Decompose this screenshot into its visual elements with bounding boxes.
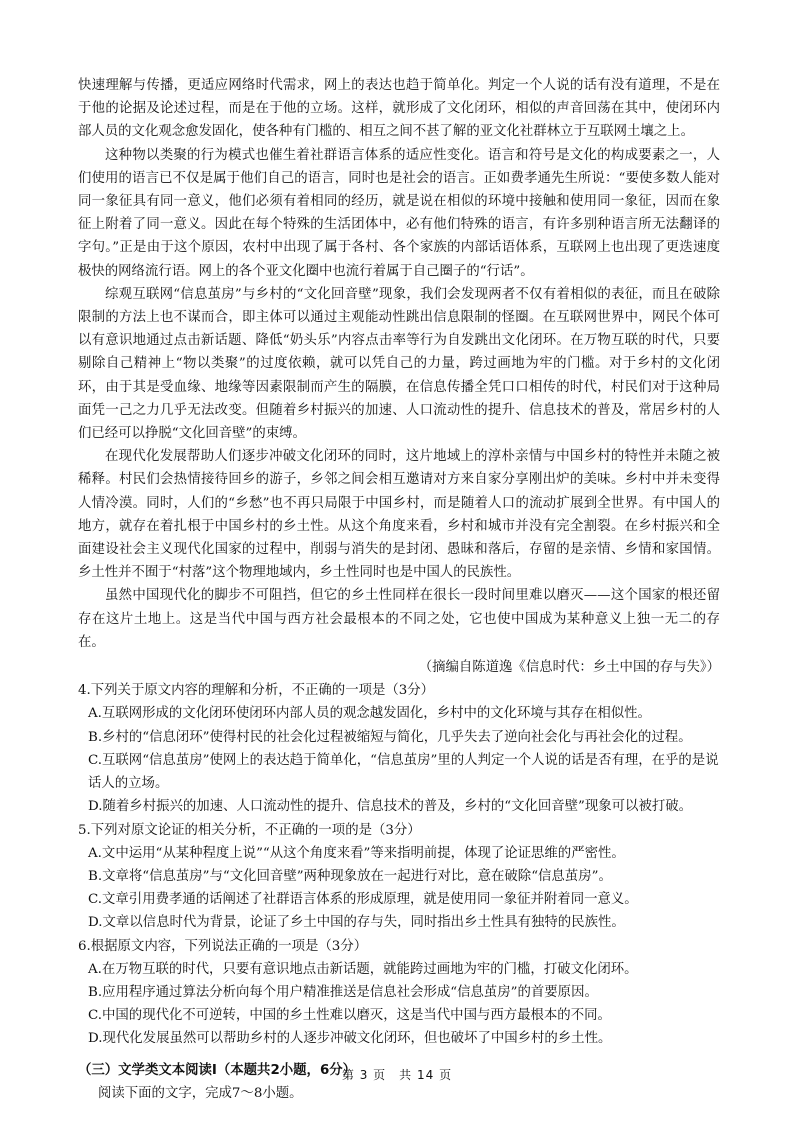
option-d[interactable]: D.文章以信息时代为背景，论证了乡土中国的存与失，同时指出乡土性具有独特的民族性。: [88, 915, 625, 931]
option-d[interactable]: D.现代化发展虽然可以帮助乡村的人逐步冲破文化闭环，但也破坏了中国乡村的乡土性。: [88, 1031, 612, 1047]
question-4: [78, 679, 720, 818]
question-stem: 4.下列关于原文内容的理解和分析，不正确的一项是（3分）: [78, 683, 435, 699]
option-b[interactable]: B.文章将“信息茧房”与“文化回音壁”两种现象放在一起进行对比，意在破除“信息茧房”。: [88, 868, 612, 884]
reading-passage: [78, 74, 720, 679]
passage-paragraph: 综观互联网“信息茧房”与乡村的“文化回音壁”现象，我们会发现两者不仅有着相似的表征，而且在破除限制的方法上也不谋而合，即主体可以通过主观能动性跳出信息限制的怪圈。在互联网世界中，网民个体可以有意识地通过点击新话题、降低“奶头乐”内容点击率等行为自发跳出文化闭环。在万物互联的时代，只要剔除自己精神上“物以类聚”的过度依赖，就可以凭自己的力量，跨过画地为牢的门槛。对于乡村的文化闭环，由于其是受血缘、地缘等因素限制而产生的隔膜，在信息传播全凭口口相传的时代，村民们对于这种局面凭一己之力几乎无法改变。但随着乡村振兴的加速、人口流动性的提升、信息技术的普及，常居乡村的人们已经可以挣脱“文化回音壁”的束缚。: [78, 286, 720, 442]
option-b[interactable]: B.乡村的“信息闭环”使得村民的社会化过程被缩短与简化，几乎失去了逆向社会化与再社会化的过程。: [88, 729, 692, 745]
option-c[interactable]: C.中国的现代化不可逆转，中国的乡土性难以磨灭，这是当代中国与西方最根本的不同。: [88, 1008, 611, 1024]
question-stem: 6.根据原文内容，下列说法正确的一项是（3分）: [78, 938, 368, 954]
option-a[interactable]: A.在万物互联的时代，只要有意识地点击新话题，就能跨过画地为牢的门槛，打破文化闭环。: [88, 961, 638, 977]
section-heading: （三）文学类文本阅读Ⅰ（本题共2小题，6分）: [78, 1062, 357, 1078]
passage-source: （摘编自陈道逸《信息时代：乡土中国的存与失》）: [418, 660, 720, 676]
option-a[interactable]: A.文中运用“从某种程度上说”“从这个角度来看”等来指明前提，体现了论证思维的严密性。: [88, 845, 625, 861]
section-instruction: 阅读下面的文字，完成7～8小题。: [98, 1085, 303, 1101]
option-d[interactable]: D.随着乡村振兴的加速、人口流动性的提升、信息技术的普及，乡村的“文化回音壁”现象可以被打破。: [88, 799, 692, 815]
page-content: [78, 74, 720, 1105]
question-6: [78, 935, 720, 1051]
option-a[interactable]: A.互联网形成的文化闭环使闭环内部人员的观念越发固化，乡村中的文化环境与其存在相似性。: [88, 706, 651, 722]
question-stem: 5.下列对原文论证的相关分析，不正确的一项的是（3分）: [78, 822, 421, 838]
passage-paragraph: 这种物以类聚的行为模式也催生着社群语言体系的适应性变化。语言和符号是文化的构成要素之一，人们使用的语言已不仅是属于他们自己的语言，同时也是社会的语言。正如费孝通先生所说：“要使多数人能对同一象征具有同一意义，他们必须有着相同的经历，就是说在相似的环境中接触和使用同一象征，因而在象征上附着了同一意义。因此在每个特殊的生活团体中，必有他们特殊的语言，有许多别种语言所无法翻译的字句。”正是由于这个原因，农村中出现了属于各村、各个家族的内部话语体系，互联网上也出现了更迭速度极快的网络流行语。网上的各个亚文化圈中也流行着属于自己圈子的“行话”。: [78, 147, 720, 279]
option-c[interactable]: C.文章引用费孝通的话阐述了社群语言体系的形成原理，就是使用同一象征并附着同一意义。: [88, 892, 638, 908]
question-5: [78, 819, 720, 935]
passage-paragraph: 在现代化发展帮助人们逐步冲破文化闭环的同时，这片地域上的淳朴亲情与中国乡村的特性并未随之被稀释。村民们会热情接待回乡的游子，乡邻之间会相互邀请对方来自家分享刚出炉的美味。乡村中并未变得人情冷漠。同时，人们的“乡愁”也不再只局限于中国乡村，而是随着人口的流动扩展到全世界。有中国人的地方，就存在着扎根于中国乡村的乡土性。从这个角度来看，乡村和城市并没有完全割裂。在乡村振兴和全面建设社会主义现代化国家的过程中，削弱与消失的是封闭、愚昧和落后，存留的是亲情、乡情和家国情。乡土性并不囿于“村落”这个物理地域内，乡土性同时也是中国人的民族性。: [78, 449, 720, 581]
page-footer: 第 3 页 共 14 页: [341, 1068, 453, 1082]
passage-paragraph: 虽然中国现代化的脚步不可阻挡，但它的乡土性同样在很长一段时间里难以磨灭——这个国家的根还留存在这片土地上。这是当代中国与西方社会最根本的不同之处，它也使中国成为某种意义上独一无二的存在。: [78, 588, 720, 650]
option-c[interactable]: C.互联网“信息茧房”使网上的表达趋于简单化，“信息茧房”里的人判定一个人说的话是否有理，在乎的是说话人的立场。: [88, 752, 719, 792]
option-b[interactable]: B.应用程序通过算法分析向每个用户精准推送是信息社会形成“信息茧房”的首要原因。: [88, 984, 598, 1000]
passage-paragraph: 快速理解与传播，更适应网络时代需求，网上的表达也趋于简单化。判定一个人说的话有没有道理，不是在于他的论据及论述过程，而是在于他的立场。这样，就形成了文化闭环，相似的声音回荡在其中，使闭环内部人员的文化观念愈发固化，使各种有门槛的、相互之间不甚了解的亚文化社群林立于互联网土壤之上。: [78, 78, 720, 140]
